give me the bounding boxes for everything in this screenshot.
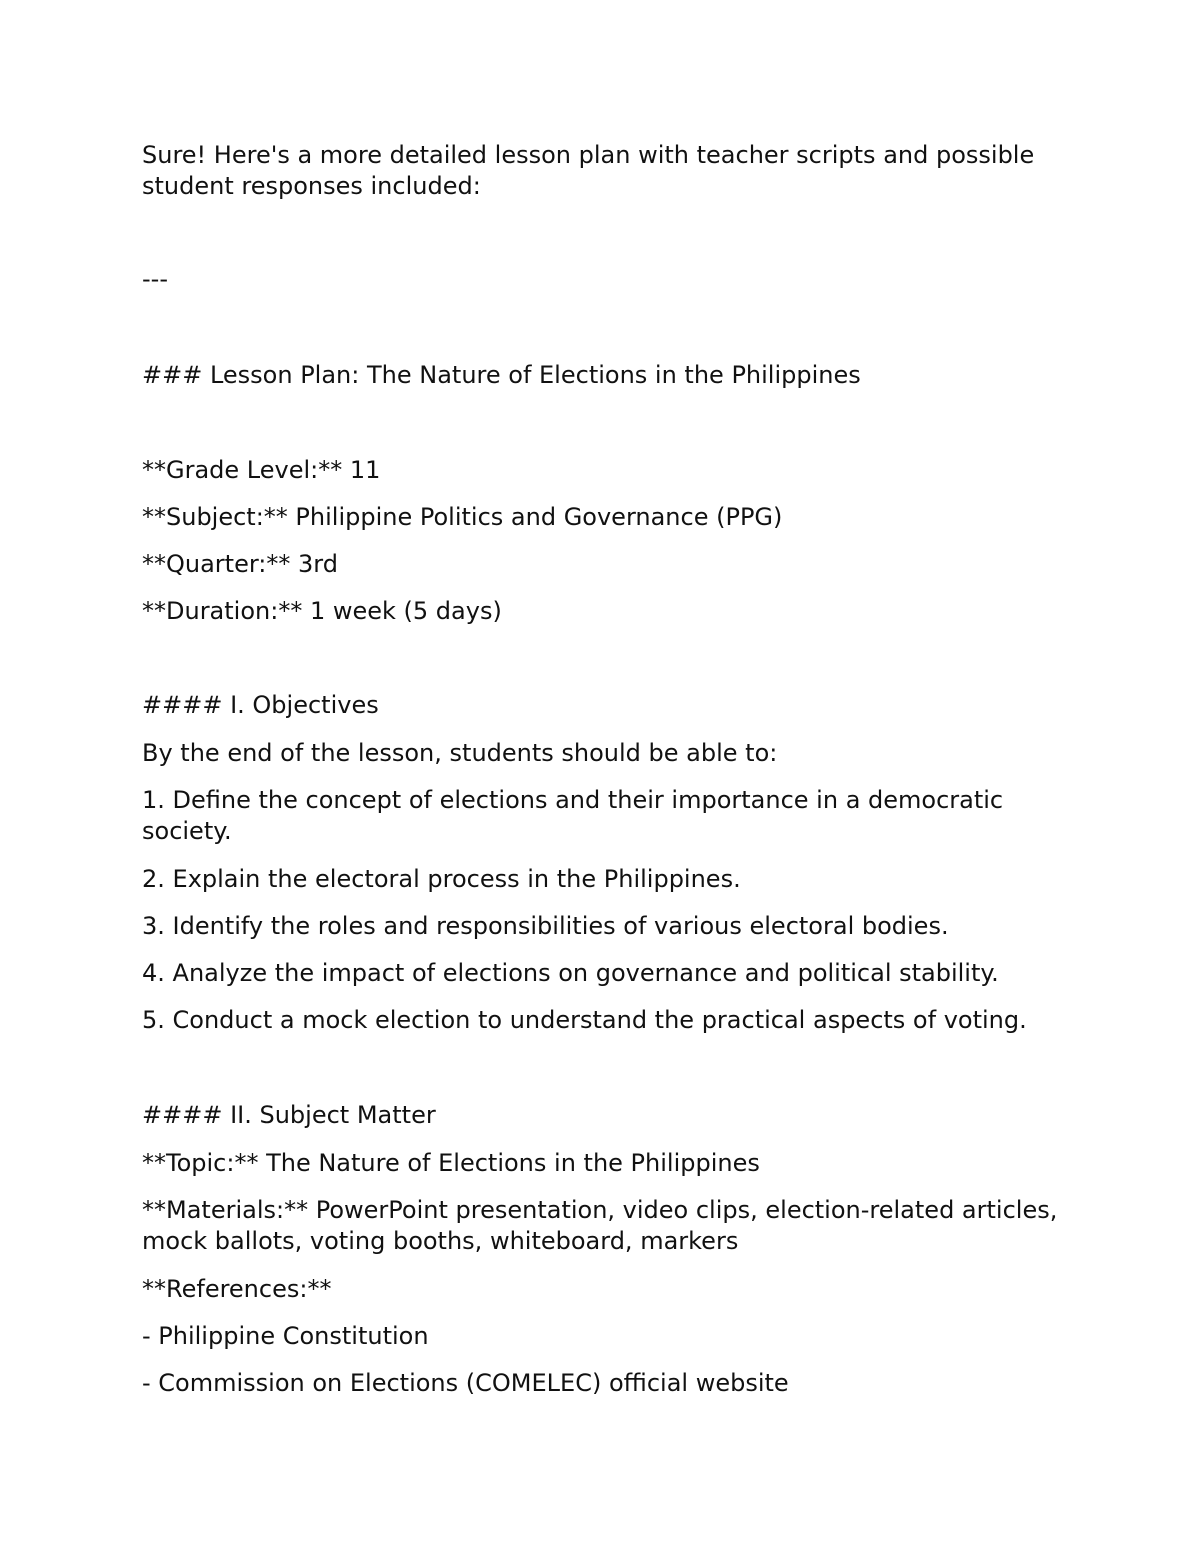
subject-line: **Subject:** Philippine Politics and Governance (PPG) <box>142 503 783 531</box>
objectives-heading: #### I. Objectives <box>142 691 379 719</box>
grade-level: **Grade Level:** 11 <box>142 456 381 484</box>
reference-item: - Philippine Constitution <box>142 1322 429 1350</box>
objective-item: 1. Define the concept of elections and their importance in a democratic society. <box>142 786 1011 845</box>
objective-item: 2. Explain the electoral process in the Philippines. <box>142 865 741 893</box>
subject-matter-heading: #### II. Subject Matter <box>142 1101 436 1129</box>
reference-item: - Commission on Elections (COMELEC) official website <box>142 1369 789 1397</box>
objective-item: 5. Conduct a mock election to understand the practical aspects of voting. <box>142 1006 1027 1034</box>
topic-line: **Topic:** The Nature of Elections in the Philippines <box>142 1149 760 1177</box>
lesson-title: ### Lesson Plan: The Nature of Elections in the Philippines <box>142 361 861 389</box>
separator: --- <box>142 265 168 293</box>
references-label: **References:** <box>142 1275 332 1303</box>
intro-paragraph: Sure! Here's a more detailed lesson plan with teacher scripts and possible student responses included: <box>142 141 1042 200</box>
objectives-lead: By the end of the lesson, students should be able to: <box>142 739 778 767</box>
duration-line: **Duration:** 1 week (5 days) <box>142 597 502 625</box>
objective-item: 4. Analyze the impact of elections on governance and political stability. <box>142 959 999 987</box>
materials-line: **Materials:** PowerPoint presentation, video clips, election-related articles, mock ballots, voting booths, whiteboard, markers <box>142 1196 1065 1255</box>
objective-item: 3. Identify the roles and responsibilities of various electoral bodies. <box>142 912 949 940</box>
quarter-line: **Quarter:** 3rd <box>142 550 338 578</box>
